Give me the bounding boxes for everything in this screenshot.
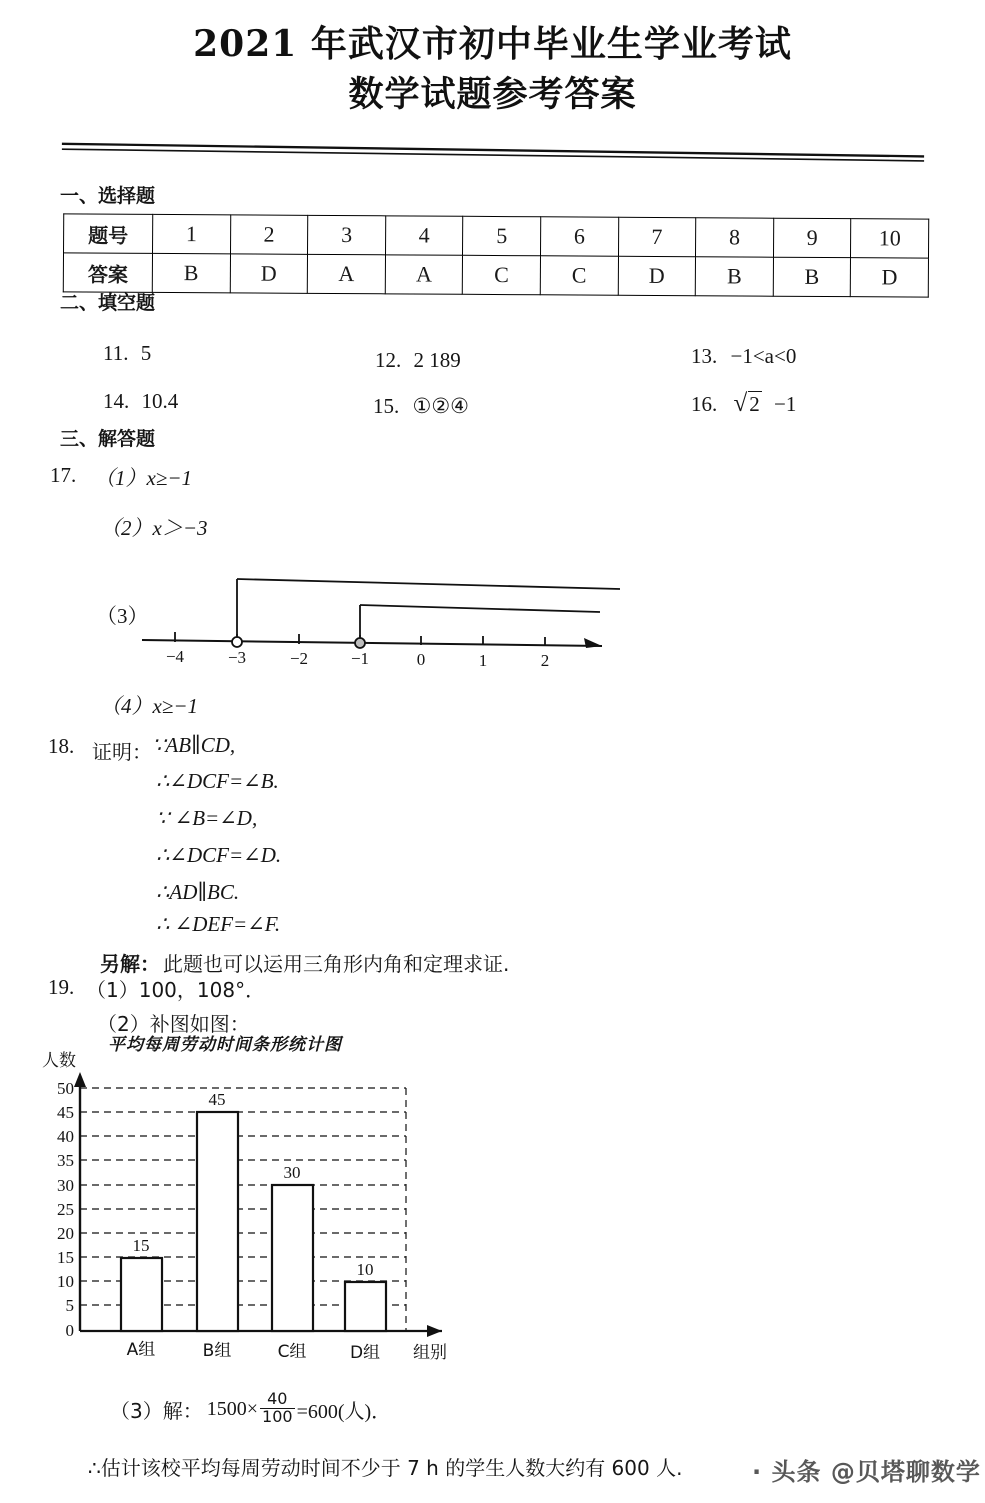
square-root-icon bbox=[732, 392, 762, 417]
watermark: · 头条 @贝塔聊数学 bbox=[752, 1458, 981, 1486]
problem-18-number: 18. bbox=[48, 734, 75, 758]
table-cell-question: 8 bbox=[696, 218, 774, 257]
answer-12 bbox=[375, 348, 461, 373]
table-cell-answer: D bbox=[230, 254, 308, 293]
chart-y-tick: 0 bbox=[65, 1321, 74, 1340]
section-heading-choice: 一、选择题 bbox=[60, 185, 156, 207]
title-line-1: 2021 年武汉市初中毕业生学业考试 bbox=[193, 23, 792, 65]
chart-y-tick: 30 bbox=[57, 1176, 74, 1195]
page-title bbox=[0, 18, 985, 121]
fraction-40-over-100 bbox=[260, 1391, 295, 1426]
table-cell-answer: D bbox=[851, 258, 929, 297]
table-cell-question: 7 bbox=[618, 217, 696, 256]
problem-18-line-5: ∴AD∥BC. bbox=[156, 880, 240, 904]
answer-14-number: 14. bbox=[103, 389, 130, 413]
bar-value-label: 10 bbox=[356, 1260, 374, 1279]
chart-y-tick: 5 bbox=[65, 1296, 74, 1315]
chart-category-label: D组 bbox=[349, 1343, 381, 1363]
table-header-answer: 答案 bbox=[63, 253, 152, 293]
table-cell-answer: C bbox=[540, 256, 618, 295]
fraction-denominator: 100 bbox=[262, 1406, 293, 1426]
answer-16 bbox=[691, 392, 796, 417]
problem-19-part3 bbox=[110, 1389, 392, 1427]
problem-18-line-2: ∴∠DCF=∠B. bbox=[156, 769, 279, 793]
table-cell-question: 9 bbox=[773, 218, 851, 257]
fraction-numerator: 40 bbox=[260, 1391, 295, 1409]
chart-y-tick: 10 bbox=[57, 1272, 74, 1291]
bar-b bbox=[197, 1112, 238, 1331]
bar-chart bbox=[30, 1040, 470, 1370]
bar-a bbox=[121, 1258, 162, 1331]
numberline-tick-label: −3 bbox=[227, 648, 247, 666]
problem-18-line-6: ∴ ∠DEF=∠F. bbox=[156, 912, 281, 936]
problem-19-part3-right: =600(人)． bbox=[296, 1400, 392, 1423]
answer-11 bbox=[103, 341, 151, 366]
chart-y-tick: 45 bbox=[57, 1103, 74, 1122]
bar-d bbox=[345, 1282, 386, 1331]
table-row-question-numbers bbox=[64, 214, 929, 258]
section-heading-fill: 二、填空题 bbox=[60, 292, 156, 314]
answer-11-value: 5 bbox=[140, 341, 152, 365]
bar-c bbox=[272, 1185, 313, 1331]
chart-y-tick: 25 bbox=[57, 1200, 74, 1219]
choice-answer-table bbox=[63, 213, 929, 297]
chart-y-tick: 35 bbox=[57, 1151, 74, 1170]
table-cell-question: 3 bbox=[308, 215, 386, 254]
problem-19-part2: （2）补图如图： bbox=[97, 1012, 250, 1036]
problem-18-alt-label: 另解： bbox=[100, 952, 160, 976]
problem-18-alt-text: 此题也可以运用三角形内角和定理求证. bbox=[163, 952, 510, 976]
table-cell-answer: B bbox=[695, 257, 773, 296]
table-cell-question: 10 bbox=[851, 219, 929, 258]
table-cell-question: 5 bbox=[463, 216, 541, 255]
problem-18-lead: 证明： bbox=[92, 740, 152, 764]
chart-title: 平均每周劳动时间条形统计图 bbox=[108, 1035, 342, 1055]
table-cell-answer: D bbox=[618, 256, 696, 295]
problem-19-part3-left: 1500× bbox=[206, 1397, 259, 1420]
chart-y-tick: 50 bbox=[57, 1079, 74, 1098]
chart-y-tick: 40 bbox=[57, 1127, 74, 1146]
problem-17-part1: （1）x≥−1 bbox=[94, 466, 193, 490]
section-heading-solve: 三、解答题 bbox=[60, 428, 156, 450]
chart-x-axis-label: 组别 bbox=[413, 1343, 447, 1363]
answer-12-number: 12. bbox=[375, 348, 402, 372]
bar-value-label: 15 bbox=[132, 1236, 150, 1255]
table-cell-answer: A bbox=[385, 255, 463, 294]
table-cell-question: 6 bbox=[540, 217, 618, 256]
problem-19-conclusion: ∴估计该校平均每周劳动时间不少于 7 h 的学生人数大约有 600 人. bbox=[88, 1456, 683, 1480]
chart-y-axis-label: 人数 bbox=[42, 1051, 76, 1071]
number-line-figure bbox=[120, 556, 640, 666]
problem-18-line-3: ∵ ∠B=∠D, bbox=[156, 806, 258, 830]
answer-13 bbox=[691, 344, 796, 369]
title-line-2: 数学试题参考答案 bbox=[348, 74, 637, 116]
answer-15 bbox=[373, 394, 469, 419]
chart-category-label: B组 bbox=[202, 1341, 232, 1361]
problem-17-part2: （2）x＞−3 bbox=[100, 516, 208, 540]
title-divider bbox=[14, 142, 972, 160]
bar-value-label: 30 bbox=[283, 1163, 301, 1182]
table-row-answers bbox=[63, 253, 928, 297]
table-cell-answer: B bbox=[773, 257, 851, 296]
radical-sign: √ bbox=[733, 390, 748, 417]
problem-17-number: 17. bbox=[50, 463, 77, 487]
problem-19-part1: （1）100，108°． bbox=[86, 978, 266, 1002]
table-cell-answer: C bbox=[463, 255, 541, 294]
chart-y-tick: 15 bbox=[57, 1248, 74, 1267]
numberline-tick-label: −4 bbox=[165, 647, 185, 666]
problem-17-part3-label: （3） bbox=[96, 604, 149, 628]
answer-13-value: −1<a<0 bbox=[730, 344, 797, 368]
problem-19-number: 19. bbox=[48, 975, 75, 999]
chart-category-label: C组 bbox=[277, 1342, 307, 1362]
answer-12-value: 2 189 bbox=[413, 348, 461, 372]
problem-17-part4: （4）x≥−1 bbox=[100, 694, 199, 718]
answer-16-tail: −1 bbox=[773, 392, 797, 416]
chart-y-tick: 20 bbox=[57, 1224, 74, 1243]
numberline-tick-label: −1 bbox=[350, 649, 370, 666]
bar-value-label: 45 bbox=[208, 1090, 226, 1109]
answer-14 bbox=[103, 389, 178, 414]
numberline-tick-label: 0 bbox=[416, 650, 426, 666]
answer-15-number: 15. bbox=[373, 394, 400, 418]
table-header-question: 题号 bbox=[64, 214, 153, 254]
table-cell-question: 4 bbox=[385, 216, 463, 255]
numberline-tick-label: −2 bbox=[289, 649, 309, 666]
problem-18-line-1: ∵AB∥CD, bbox=[152, 733, 236, 757]
answer-16-radicand: 2 bbox=[749, 392, 760, 416]
answer-11-number: 11. bbox=[103, 341, 129, 365]
problem-19-part3-prefix: （3）解： bbox=[110, 1398, 203, 1423]
answer-15-value: ①②④ bbox=[412, 394, 469, 418]
table-cell-question: 2 bbox=[230, 215, 308, 254]
table-cell-answer: B bbox=[152, 253, 230, 292]
numberline-tick-label: 1 bbox=[478, 651, 488, 666]
table-cell-answer: A bbox=[307, 254, 385, 293]
chart-category-label: A组 bbox=[126, 1340, 156, 1360]
answer-13-number: 13. bbox=[691, 344, 718, 368]
numberline-tick-label: 2 bbox=[540, 651, 550, 666]
answer-14-value: 10.4 bbox=[141, 389, 179, 413]
table-cell-question: 1 bbox=[153, 214, 231, 253]
problem-18-line-4: ∴∠DCF=∠D. bbox=[156, 843, 282, 867]
answer-16-number: 16. bbox=[691, 392, 718, 416]
